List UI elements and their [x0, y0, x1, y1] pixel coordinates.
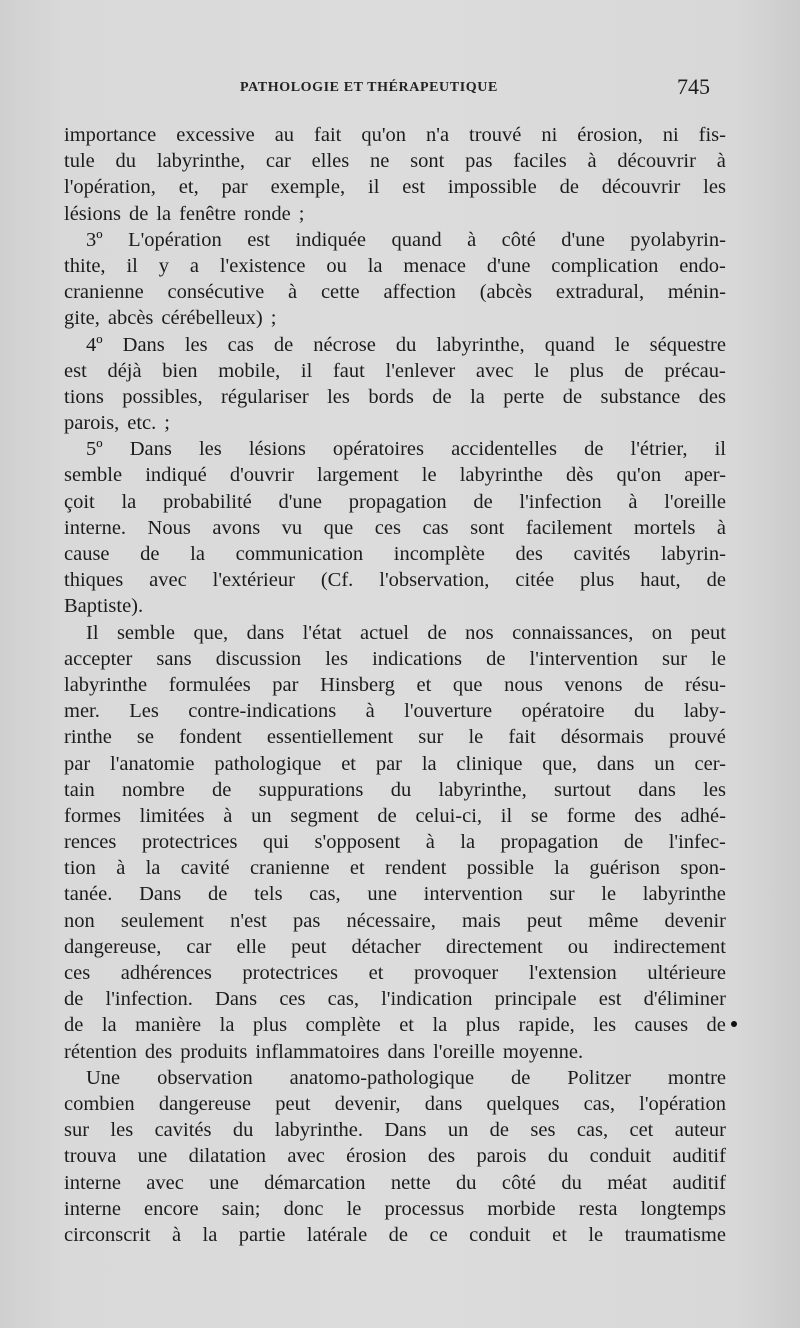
text-line: formes limitées à un segment de celui-ci, il se forme des adhé-: [64, 804, 726, 827]
text-line: rétention des produits inflammatoires dans l'oreille moyenne.: [64, 1040, 584, 1063]
text-line: mer. Les contre-indications à l'ouverture opératoire du laby-: [64, 700, 726, 723]
text-line: Une observation anatomo-pathologique de Politzer montre: [86, 1066, 726, 1089]
text-line: thiques avec l'extérieur (Cf. l'observation, citée plus haut, de: [64, 569, 726, 592]
margin-mark-dot: [731, 1021, 737, 1027]
text-line: tions possibles, régulariser les bords de la perte de substance des: [64, 385, 726, 408]
body-text: [64, 122, 726, 1248]
running-title: PATHOLOGIE ET THÉRAPEUTIQUE: [240, 80, 498, 95]
text-line: Il semble que, dans l'état actuel de nos connaissances, on peut: [86, 621, 726, 644]
text-line: non seulement n'est pas nécessaire, mais peut même devenir: [64, 909, 726, 932]
text-line: interne. Nous avons vu que ces cas sont facilement mortels à: [64, 516, 726, 539]
text-line: ces adhérences protectrices et provoquer l'extension ultérieure: [64, 962, 726, 984]
text-line: accepter sans discussion les indications de l'intervention sur le: [64, 647, 726, 670]
text-line: de la manière la plus complète et la plus rapide, les causes de: [64, 1014, 726, 1037]
text-line: thite, il y a l'existence ou la menace d'une complication endo-: [64, 254, 726, 277]
text-line: semble indiqué d'ouvrir largement le labyrinthe dès qu'on aper-: [64, 464, 726, 487]
text-line: interne avec une démarcation nette du côté du méat auditif: [64, 1171, 726, 1194]
text-line: Baptiste).: [64, 595, 144, 618]
text-line: 5º Dans les lésions opératoires accidentelles de l'étrier, il: [86, 438, 726, 461]
text-line: par l'anatomie pathologique et par la clinique que, dans un cer-: [64, 752, 726, 775]
page-header: [0, 76, 800, 106]
text-line: combien dangereuse peut devenir, dans quelques cas, l'opération: [64, 1092, 726, 1115]
text-line: 3º L'opération est indiquée quand à côté d'une pyolabyrin-: [86, 228, 726, 251]
text-line: tain nombre de suppurations du labyrinthe, surtout dans les: [64, 778, 726, 801]
text-line: de l'infection. Dans ces cas, l'indication principale est d'éliminer: [64, 988, 726, 1011]
text-line: l'opération, et, par exemple, il est impossible de découvrir les: [64, 176, 726, 199]
page-number: 745: [677, 74, 710, 99]
text-line: parois, etc. ;: [64, 412, 170, 435]
text-line: 4º Dans les cas de nécrose du labyrinthe, quand le séquestre: [86, 333, 726, 356]
text-line: tanée. Dans de tels cas, une intervention sur le labyrinthe: [64, 883, 726, 906]
text-line: lésions de la fenêtre ronde ;: [64, 202, 305, 225]
text-line: rinthe se fondent essentiellement sur le fait désormais prouvé: [64, 726, 726, 749]
text-line: trouva une dilatation avec érosion des parois du conduit auditif: [64, 1145, 726, 1168]
text-line: rences protectrices qui s'opposent à la propagation de l'infec-: [64, 831, 726, 854]
text-line: circonscrit à la partie latérale de ce conduit et le traumatisme: [64, 1223, 726, 1246]
text-line: interne encore sain; donc le processus morbide resta longtemps: [64, 1197, 726, 1220]
text-line: tule du labyrinthe, car elles ne sont pas faciles à découvrir à: [64, 150, 726, 173]
text-line: cause de la communication incomplète des cavités labyrin-: [64, 543, 726, 565]
text-line: importance excessive au fait qu'on n'a trouvé ni érosion, ni fis-: [64, 124, 726, 146]
text-line: tion à la cavité cranienne et rendent possible la guérison spon-: [64, 857, 726, 880]
text-line: sur les cavités du labyrinthe. Dans un de ses cas, cet auteur: [64, 1119, 726, 1142]
text-line: labyrinthe formulées par Hinsberg et que nous venons de résu-: [64, 673, 726, 696]
text-line: cranienne consécutive à cette affection (abcès extradural, ménin-: [64, 281, 726, 304]
text-line: çoit la probabilité d'une propagation de l'infection à l'oreille: [64, 490, 726, 513]
text-line: est déjà bien mobile, il faut l'enlever avec le plus de précau-: [64, 359, 726, 382]
text-line: gite, abcès cérébelleux) ;: [64, 307, 277, 330]
text-line: dangereuse, car elle peut détacher directement ou indirectement: [64, 935, 726, 958]
